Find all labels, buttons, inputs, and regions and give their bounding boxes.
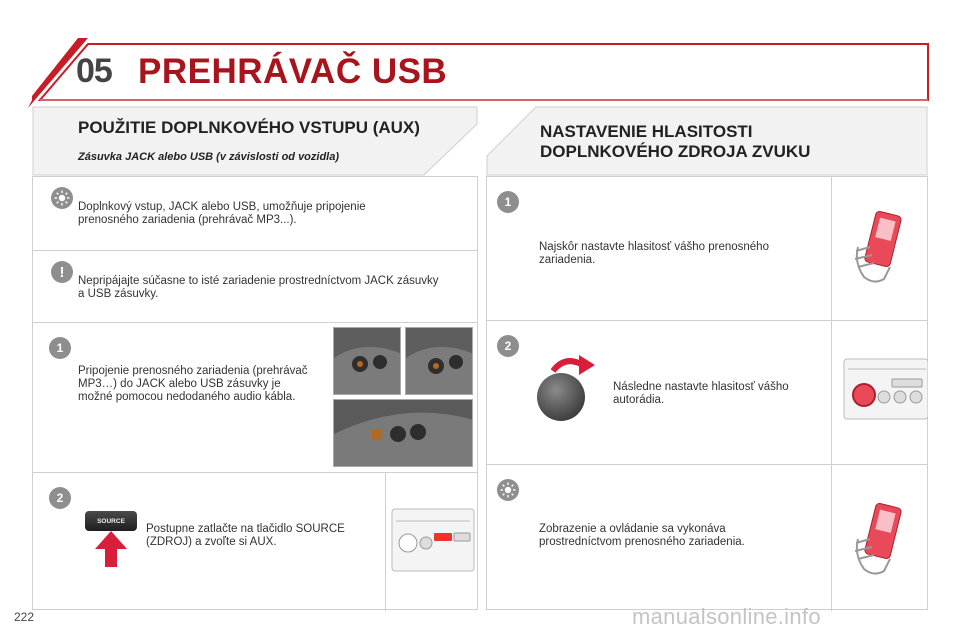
warning-row — [33, 251, 477, 323]
left-panel — [32, 176, 478, 610]
step-number-badge: 1 — [49, 337, 71, 359]
info-row — [33, 177, 477, 251]
step-text: Pripojenie prenosného zariadenia (prehrávač MP3…) do JACK alebo USB zásuvky je možné pomocou nedodaného audio kábla. — [78, 365, 308, 403]
warning-icon: ! — [51, 261, 73, 283]
watermark-url[interactable]: manualsonline.info — [632, 604, 821, 629]
step-number-badge: 1 — [497, 191, 519, 213]
source-button-label: SOURCE — [85, 511, 137, 531]
right-title-line1: NASTAVENIE HLASITOSTI — [540, 122, 753, 141]
step-text: Následne nastavte hlasitosť vášho autorádia. — [613, 381, 789, 406]
arrow-up-icon — [93, 529, 129, 569]
left-section-title: POUŽITIE DOPLNKOVÉHO VSTUPU (AUX) — [78, 118, 420, 137]
console-sockets-photo — [333, 399, 473, 467]
page-number: 222 — [14, 610, 35, 624]
radio-volume-photo — [831, 321, 928, 465]
step-row — [487, 321, 927, 465]
hand-player-illustration — [831, 465, 928, 611]
jack-socket-photo — [333, 327, 401, 395]
volume-knob-icon — [535, 351, 599, 423]
right-title-line2: DOPLNKOVÉHO ZDROJA ZVUKU — [540, 142, 811, 161]
usb-socket-photo — [405, 327, 473, 395]
step-row — [33, 473, 477, 611]
info-text: Doplnkový vstup, JACK alebo USB, umožňuje pripojenie prenosného zariadenia (prehrávač MP3...). — [78, 201, 366, 226]
left-section-header — [32, 106, 478, 176]
right-section-title — [540, 122, 810, 162]
sun-icon — [497, 479, 519, 501]
step-number-badge: 2 — [497, 335, 519, 357]
radio-source-photo — [385, 473, 478, 611]
info-row — [487, 465, 927, 611]
right-panel — [486, 176, 928, 610]
hand-player-illustration — [831, 177, 928, 321]
sun-icon — [51, 187, 73, 209]
source-button-illustration — [83, 511, 143, 569]
page-title: PREHRÁVAČ USB — [138, 52, 448, 91]
step-row — [33, 323, 477, 473]
warning-text: Nepripájajte súčasne to isté zariadenie prostredníctvom JACK zásuvky a USB zásuvky. — [78, 275, 439, 300]
step-text: Postupne zatlačte na tlačidlo SOURCE (ZDROJ) a zvoľte si AUX. — [146, 523, 345, 548]
step-row — [487, 177, 927, 321]
chapter-number: 05 — [76, 52, 112, 90]
info-text: Zobrazenie a ovládanie sa vykonáva prostredníctvom prenosného zariadenia. — [539, 523, 745, 548]
step-text: Najskôr nastavte hlasitosť vášho prenosného zariadenia. — [539, 241, 769, 266]
left-section-subtitle: Zásuvka JACK alebo USB (v závislosti od vozidla) — [78, 151, 340, 163]
step-number-badge: 2 — [49, 487, 71, 509]
